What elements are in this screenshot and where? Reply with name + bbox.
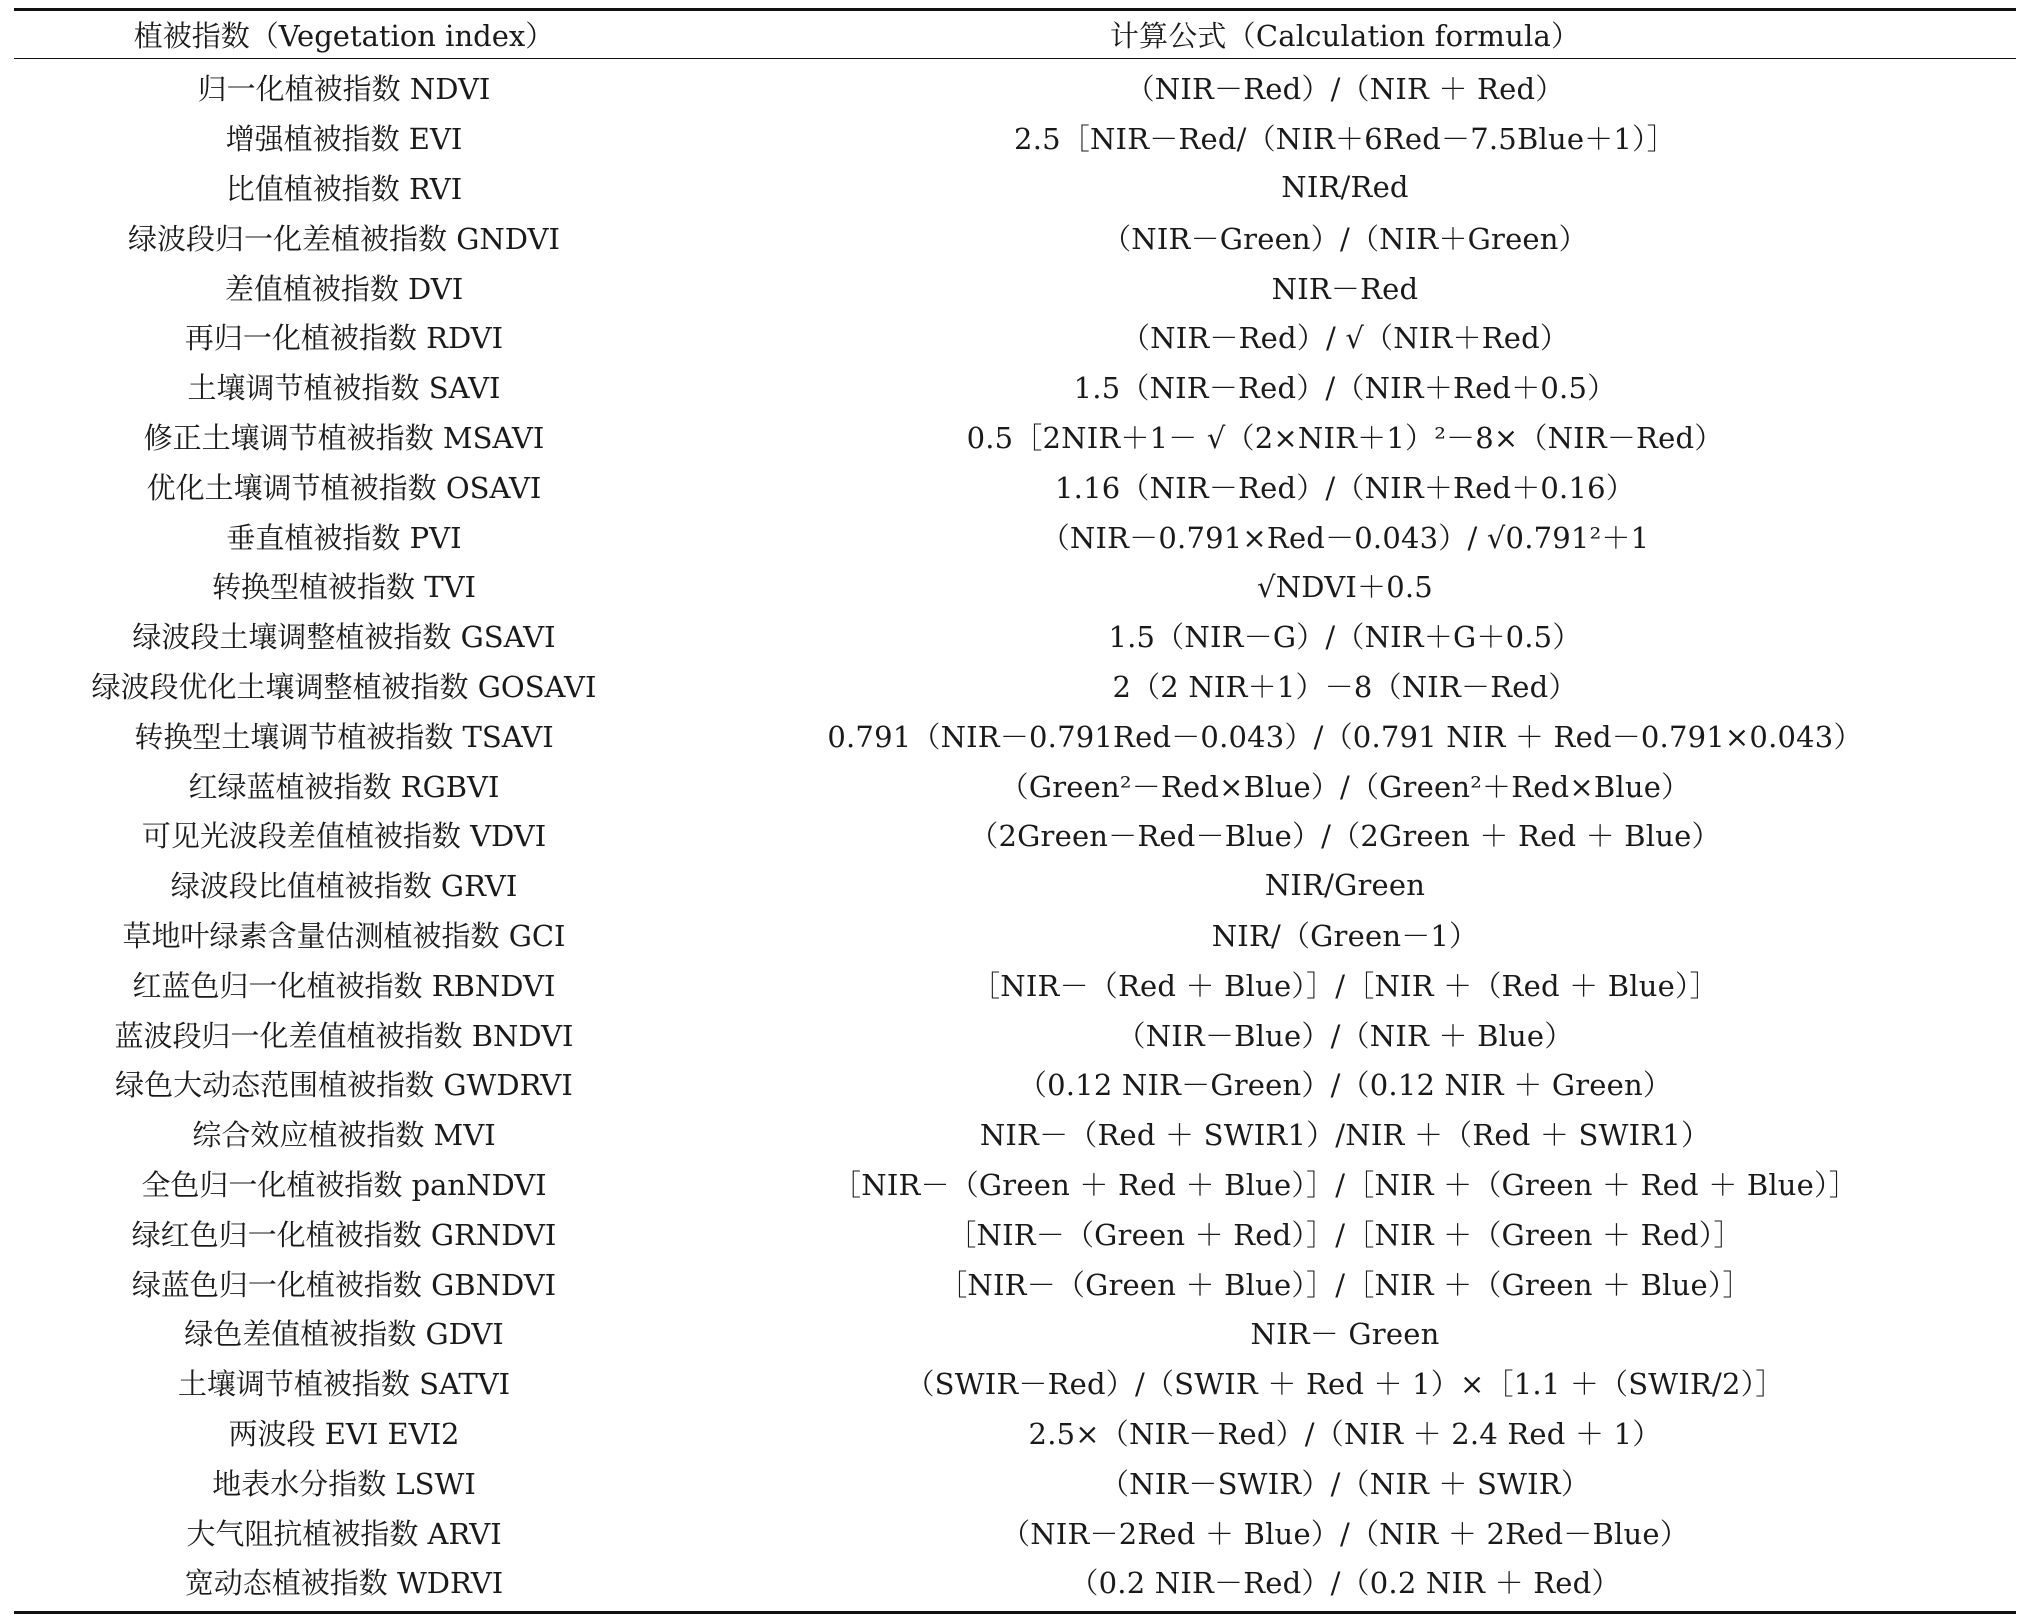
- table-row: [14, 63, 2016, 113]
- table-row: [14, 312, 2016, 362]
- formula-cell: （Green²－Red×Blue）/（Green²＋Red×Blue）: [999, 769, 1691, 804]
- vegetation-index-cell: 草地叶绿素含量估测植被指数 GCI: [122, 918, 566, 953]
- vegetation-index-cell: 增强植被指数 EVI: [225, 122, 463, 157]
- vegetation-index-cell: 土壤调节植被指数 SATVI: [177, 1367, 511, 1402]
- vegetation-index-cell: 全色归一化植被指数 panNDVI: [141, 1167, 547, 1202]
- vegetation-index-cell: 修正土壤调节植被指数 MSAVI: [143, 420, 545, 455]
- table-row: [14, 661, 2016, 711]
- formula-cell: 2.5［NIR－Red/（NIR＋6Red－7.5Blue＋1）］: [1014, 122, 1676, 157]
- vegetation-index-cell: 绿蓝色归一化植被指数 GBNDVI: [131, 1267, 557, 1302]
- table-row: [14, 1308, 2016, 1358]
- vegetation-index-cell: 归一化植被指数 NDVI: [197, 72, 491, 107]
- formula-cell: ［NIR－（Green ＋ Blue）］/［NIR ＋（Green ＋ Blue）］: [938, 1267, 1752, 1302]
- vegetation-index-cell: 综合效应植被指数 MVI: [192, 1118, 496, 1153]
- table-row: [14, 412, 2016, 462]
- table-row: [14, 212, 2016, 262]
- vegetation-index-cell: 绿波段比值植被指数 GRVI: [170, 869, 518, 904]
- table-body: [14, 59, 2016, 1611]
- formula-cell: ［NIR－（Green ＋ Red ＋ Blue）］/［NIR ＋（Green ＋ Red ＋ Blue）］: [832, 1167, 1858, 1202]
- table-row: [14, 760, 2016, 810]
- table-row: [14, 362, 2016, 412]
- formula-cell: （NIR－0.791×Red－0.043）/ √0.791²＋1: [1040, 520, 1650, 555]
- table-row: [14, 1059, 2016, 1109]
- formula-cell: 1.5（NIR－G）/（NIR＋G＋0.5）: [1108, 620, 1582, 655]
- table-row: [14, 1557, 2016, 1607]
- table-row: [14, 710, 2016, 760]
- formula-cell: （NIR－SWIR）/（NIR ＋ SWIR）: [1099, 1466, 1591, 1501]
- table-row: [14, 113, 2016, 163]
- formula-cell: （NIR－2Red ＋ Blue）/（NIR ＋ 2Red－Blue）: [1001, 1516, 1689, 1551]
- header-calculation-formula: 计算公式（Calculation formula）: [1109, 19, 1581, 53]
- formula-cell: 0.791（NIR－0.791Red－0.043）/（0.791 NIR ＋ Red－0.791×0.043）: [827, 719, 1863, 754]
- vegetation-index-table: [14, 8, 2016, 1614]
- formula-cell: NIR/Red: [1281, 170, 1409, 205]
- formula-cell: （0.2 NIR－Red）/（0.2 NIR ＋ Red）: [1069, 1566, 1621, 1601]
- formula-cell: 1.5（NIR－Red）/（NIR＋Red＋0.5）: [1073, 371, 1617, 406]
- table-row: [14, 1208, 2016, 1258]
- table-row: [14, 461, 2016, 511]
- table-row: [14, 1109, 2016, 1159]
- vegetation-index-cell: 红蓝色归一化植被指数 RBNDVI: [132, 968, 556, 1003]
- table-header-row: [14, 11, 2016, 58]
- formula-cell: 2（2 NIR＋1）－8（NIR－Red）: [1112, 669, 1578, 704]
- vegetation-index-cell: 土壤调节植被指数 SAVI: [187, 371, 501, 406]
- vegetation-index-cell: 绿波段归一化差植被指数 GNDVI: [128, 221, 560, 256]
- vegetation-index-cell: 绿色大动态范围植被指数 GWDRVI: [115, 1068, 573, 1103]
- vegetation-index-cell: 可见光波段差值植被指数 VDVI: [141, 819, 547, 854]
- formula-cell: NIR－Red: [1271, 271, 1419, 306]
- formula-cell: （NIR－Red）/ √（NIR＋Red）: [1120, 321, 1570, 356]
- formula-cell: 2.5×（NIR－Red）/（NIR ＋ 2.4 Red ＋ 1）: [1028, 1416, 1662, 1451]
- formula-cell: （NIR－Green）/（NIR＋Green）: [1102, 221, 1588, 256]
- vegetation-index-cell: 绿波段优化土壤调整植被指数 GOSAVI: [91, 669, 597, 704]
- formula-cell: √NDVI＋0.5: [1257, 570, 1433, 605]
- formula-cell: NIR/Green: [1264, 867, 1426, 902]
- table-row: [14, 262, 2016, 312]
- formula-cell: （SWIR－Red）/（SWIR ＋ Red ＋ 1）×［1.1 ＋（SWIR/2）］: [905, 1367, 1785, 1402]
- table-row: [14, 1258, 2016, 1308]
- table-bottom-rule: [14, 1611, 2016, 1614]
- table-row: [14, 1358, 2016, 1408]
- vegetation-index-cell: 再归一化植被指数 RDVI: [184, 321, 504, 356]
- vegetation-index-cell: 绿红色归一化植被指数 GRNDVI: [131, 1217, 557, 1252]
- table-row: [14, 860, 2016, 910]
- formula-cell: （NIR－Red）/（NIR ＋ Red）: [1125, 72, 1565, 107]
- table-row: [14, 959, 2016, 1009]
- vegetation-index-cell: 转换型土壤调节植被指数 TSAVI: [134, 719, 554, 754]
- vegetation-index-cell: 差值植被指数 DVI: [224, 271, 464, 306]
- vegetation-index-cell: 蓝波段归一化差值植被指数 BNDVI: [114, 1018, 574, 1053]
- formula-cell: NIR－（Red ＋ SWIR1）/NIR ＋（Red ＋ SWIR1）: [979, 1118, 1711, 1153]
- vegetation-index-cell: 绿波段土壤调整植被指数 GSAVI: [132, 620, 556, 655]
- formula-cell: 0.5［2NIR＋1－ √（2×NIR＋1）²－8×（NIR－Red）: [966, 420, 1724, 455]
- table-row: [14, 611, 2016, 661]
- table-row: [14, 1507, 2016, 1557]
- formula-cell: NIR－ Green: [1250, 1317, 1440, 1352]
- table-row: [14, 1009, 2016, 1059]
- table-row: [14, 910, 2016, 960]
- vegetation-index-cell: 两波段 EVI EVI2: [228, 1416, 460, 1451]
- vegetation-index-cell: 绿色差值植被指数 GDVI: [184, 1317, 504, 1352]
- vegetation-index-cell: 优化土壤调节植被指数 OSAVI: [146, 470, 542, 505]
- formula-cell: NIR/（Green－1）: [1211, 918, 1479, 953]
- formula-cell: （2Green－Red－Blue）/（2Green ＋ Red ＋ Blue）: [969, 819, 1721, 854]
- vegetation-index-cell: 转换型植被指数 TVI: [212, 570, 476, 605]
- vegetation-index-cell: 垂直植被指数 PVI: [226, 520, 462, 555]
- formula-cell: （NIR－Blue）/（NIR ＋ Blue）: [1116, 1018, 1574, 1053]
- vegetation-index-cell: 比值植被指数 RVI: [225, 171, 463, 206]
- table-row: [14, 1159, 2016, 1209]
- table-row: [14, 1408, 2016, 1458]
- table-row: [14, 561, 2016, 611]
- table-row: [14, 1457, 2016, 1507]
- vegetation-index-cell: 地表水分指数 LSWI: [212, 1466, 476, 1501]
- vegetation-index-cell: 大气阻抗植被指数 ARVI: [186, 1516, 502, 1551]
- formula-cell: （0.12 NIR－Green）/（0.12 NIR ＋ Green）: [1017, 1068, 1673, 1103]
- vegetation-index-cell: 红绿蓝植被指数 RGBVI: [188, 769, 500, 804]
- table-row: [14, 511, 2016, 561]
- table-row: [14, 163, 2016, 213]
- formula-cell: ［NIR－（Red ＋ Blue）］/［NIR ＋（Red ＋ Blue）］: [971, 968, 1719, 1003]
- formula-cell: 1.16（NIR－Red）/（NIR＋Red＋0.16）: [1055, 470, 1635, 505]
- header-vegetation-index: 植被指数（Vegetation index）: [133, 19, 555, 53]
- table-row: [14, 810, 2016, 860]
- formula-cell: ［NIR－（Green ＋ Red）］/［NIR ＋（Green ＋ Red）］: [947, 1217, 1743, 1252]
- vegetation-index-cell: 宽动态植被指数 WDRVI: [184, 1566, 504, 1601]
